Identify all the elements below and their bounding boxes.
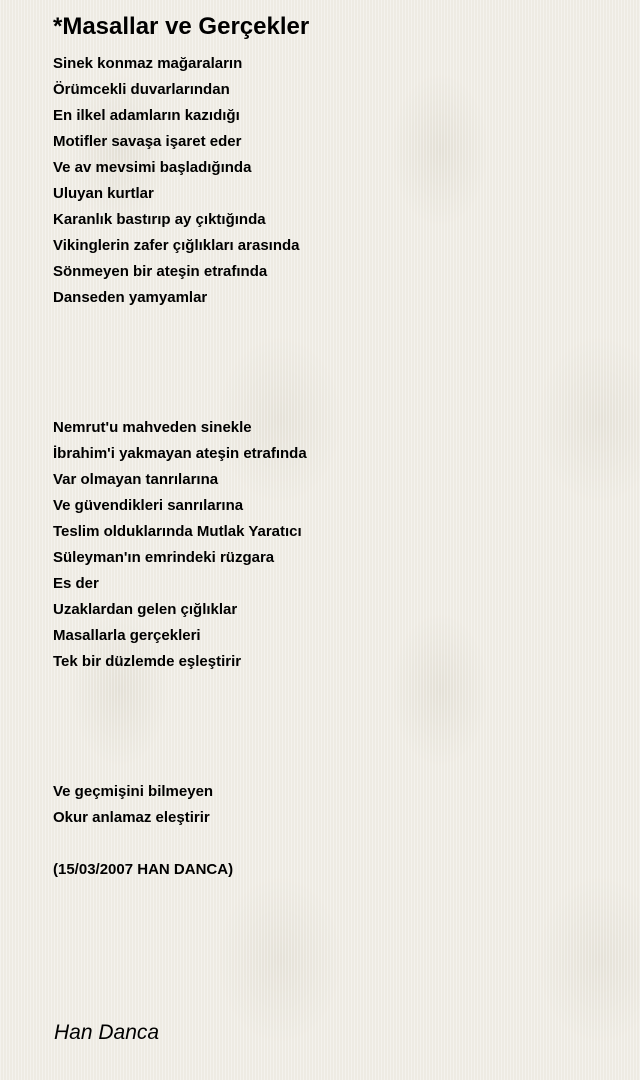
poem-line: Süleyman'ın emrindeki rüzgara <box>53 549 275 566</box>
poem-line: Uzaklardan gelen çığlıklar <box>53 601 238 618</box>
poem-line: Var olmayan tanrılarına <box>53 471 219 488</box>
poem-line: Ve geçmişini bilmeyen <box>53 783 214 800</box>
stanza-break <box>53 831 613 857</box>
stanza-break <box>53 675 613 701</box>
poem-line: Teslim olduklarında Mutlak Yaratıcı <box>53 523 302 540</box>
stanza-break <box>53 337 613 363</box>
stanza-break <box>53 701 613 727</box>
author-signature: Han Danca <box>54 1021 160 1044</box>
poem-title: *Masallar ve Gerçekler <box>53 13 310 40</box>
poem-line: Ve güvendikleri sanrılarına <box>53 497 244 514</box>
poem-line: İbrahim'i yakmayan ateşin etrafında <box>53 445 307 462</box>
poem-line: Danseden yamyamlar <box>53 289 208 306</box>
stanza-break <box>53 363 613 389</box>
poem-line: Ve av mevsimi başladığında <box>53 159 252 176</box>
poem-line: Karanlık bastırıp ay çıktığında <box>53 211 266 228</box>
poem-line: Okur anlamaz eleştirir <box>53 809 210 826</box>
poem-line: En ilkel adamların kazıdığı <box>53 107 240 124</box>
poem-line: Vikinglerin zafer çığlıkları arasında <box>53 237 300 254</box>
stanza-break <box>53 753 613 779</box>
stanza-break <box>53 727 613 753</box>
poem-line: Sönmeyen bir ateşin etrafında <box>53 263 268 280</box>
poem-line: Motifler savaşa işaret eder <box>53 133 242 150</box>
poem-line: Uluyan kurtlar <box>53 185 154 202</box>
poem-line: Örümcekli duvarlarından <box>53 81 230 98</box>
poem-line: Masallarla gerçekleri <box>53 627 201 644</box>
poem-line: Sinek konmaz mağaraların <box>53 55 243 72</box>
poem-line: (15/03/2007 HAN DANCA) <box>53 861 234 878</box>
poem-line: Tek bir düzlemde eşleştirir <box>53 653 242 670</box>
poem-line: Nemrut'u mahveden sinekle <box>53 419 252 436</box>
poem-line: Es der <box>53 575 99 592</box>
stanza-break <box>53 311 613 337</box>
poem-body <box>53 51 613 883</box>
stanza-break <box>53 389 613 415</box>
